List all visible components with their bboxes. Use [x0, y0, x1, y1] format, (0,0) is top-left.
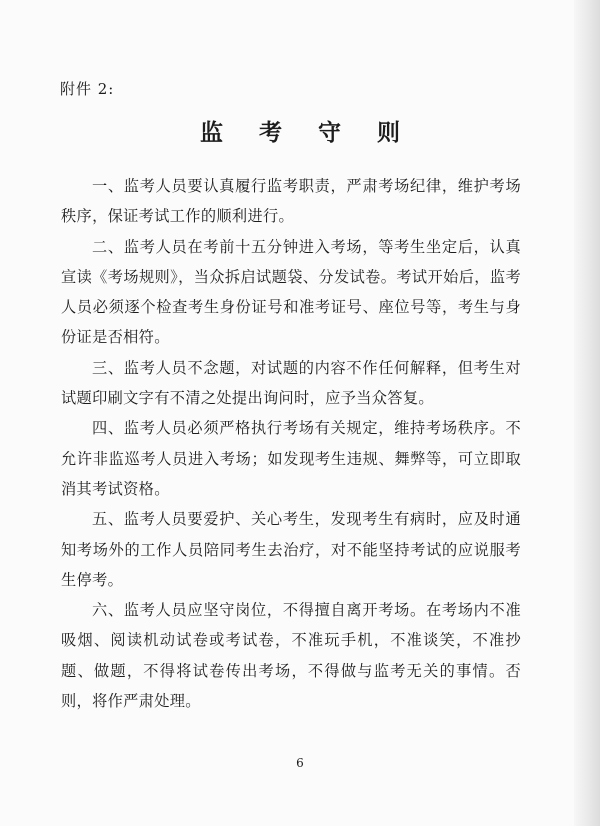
document-body	[61, 171, 521, 716]
rule-paragraph-2: 二、监考人员在考前十五分钟进入考场，等考生坐定后，认真宣读《考场规则》，当众拆启试题袋、分发试卷。考试开始后，监考人员必须逐个检查考生身份证号和准考证号、座位号等，考生与身份证是否相符。	[61, 237, 521, 347]
document-title: 监 考 守 则	[199, 119, 415, 146]
rule-paragraph-4: 四、监考人员必须严格执行考场有关规定，维持考场秩序。不允许非监巡考人员进入考场；如发现考生违规、舞弊等，可立即取消其考试资格。	[61, 419, 521, 498]
rule-paragraph-3: 三、监考人员不念题，对试题的内容不作任何解释，但考生对试题印刷文字有不清之处提出询问时，应予当众答复。	[61, 358, 521, 408]
rule-paragraph-6: 六、监考人员应坚守岗位，不得擅自离开考场。在考场内不准吸烟、阅读机动试卷或考试卷，不准玩手机，不准谈笑，不准抄题、做题，不得将试卷传出考场，不得做与监考无关的事情。否则，将作严肃处理。	[61, 601, 521, 711]
rule-paragraph-1: 一、监考人员要认真履行监考职责，严肃考场纪律，维护考场秩序，保证考试工作的顺利进行。	[61, 177, 521, 226]
attachment-label: 附件 2:	[60, 80, 115, 98]
rule-paragraph-5: 五、监考人员要爱护、关心考生，发现考生有病时，应及时通知考场外的工作人员陪同考生去治疗，对不能坚持考试的应说服考生停考。	[61, 510, 521, 589]
page-number: 6	[296, 756, 304, 770]
